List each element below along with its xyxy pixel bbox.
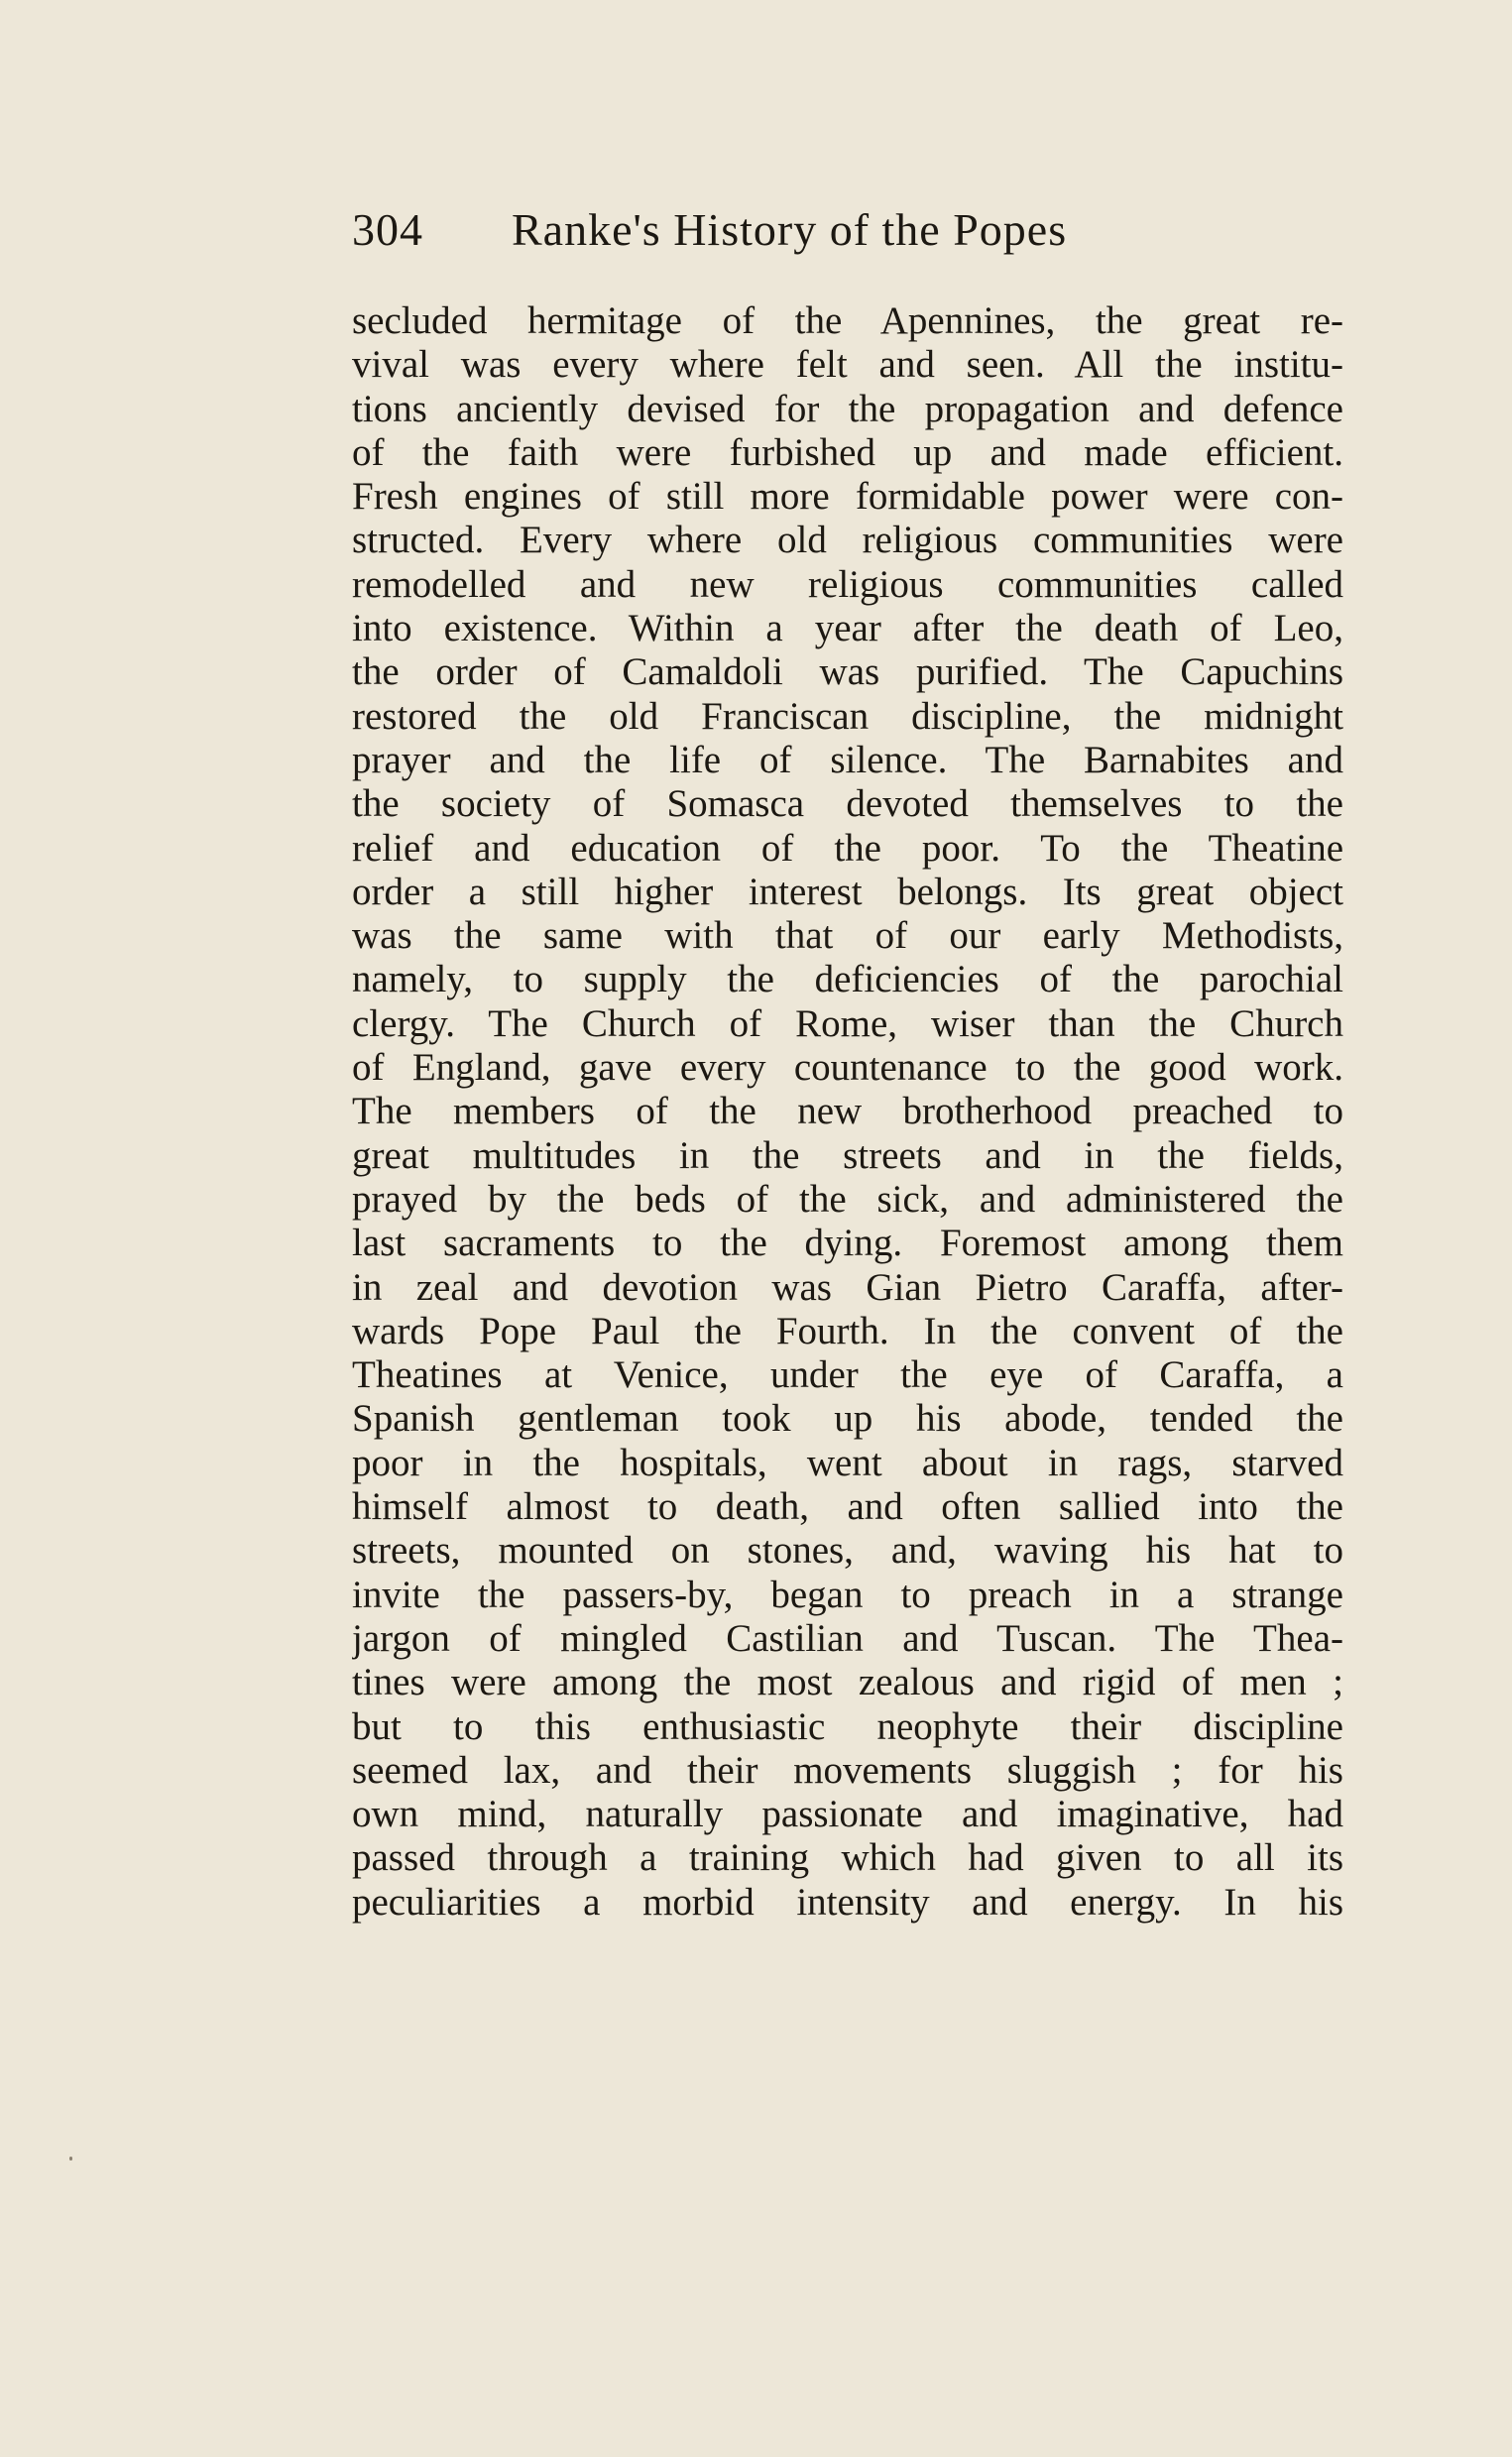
text-line: invite the passers-by, began to preach in a strange [352, 1573, 1343, 1616]
running-title: Ranke's History of the Popes [512, 204, 1068, 255]
text-line: vival was every where felt and seen. All the institu- [352, 343, 1343, 387]
text-line: of the faith were furbished up and made efficient. [352, 430, 1343, 474]
text-line: passed through a training which had given to all its [352, 1836, 1343, 1880]
text-line: of England, gave every countenance to the good work. [352, 1046, 1343, 1090]
text-line: great multitudes in the streets and in the fields, [352, 1133, 1343, 1177]
text-line: tions anciently devised for the propagation and defence [352, 387, 1343, 430]
text-line: into existence. Within a year after the death of Leo, [352, 607, 1343, 650]
text-line: prayer and the life of silence. The Barnabites and [352, 738, 1343, 781]
text-line: tines were among the most zealous and rigid of men ; [352, 1661, 1343, 1704]
text-line: Fresh engines of still more formidable power were con- [352, 475, 1343, 519]
text-line: wards Pope Paul the Fourth. In the convent of the [352, 1309, 1343, 1352]
text-line: own mind, naturally passionate and imaginative, had [352, 1793, 1343, 1836]
text-line: seemed lax, and their movements sluggish ; for his [352, 1748, 1343, 1792]
text-line: The members of the new brotherhood preached to [352, 1090, 1343, 1133]
text-line: prayed by the beds of the sick, and administered the [352, 1177, 1343, 1221]
text-line: himself almost to death, and often sallied into the [352, 1485, 1343, 1529]
text-line: but to this enthusiastic neophyte their discipline [352, 1704, 1343, 1748]
text-line: poor in the hospitals, went about in rags, starved [352, 1441, 1343, 1484]
text-line: Spanish gentleman took up his abode, tended the [352, 1397, 1343, 1441]
page-number: 304 [352, 204, 423, 255]
text-line: jargon of mingled Castilian and Tuscan. The Thea- [352, 1616, 1343, 1660]
text-line: restored the old Franciscan discipline, the midnight [352, 694, 1343, 738]
paper-speck [69, 2157, 72, 2161]
text-line: remodelled and new religious communities called [352, 562, 1343, 606]
text-line: streets, mounted on stones, and, waving his hat to [352, 1529, 1343, 1573]
text-line: secluded hermitage of the Apennines, the great re- [352, 299, 1343, 342]
text-line: relief and education of the poor. To the Theatine [352, 826, 1343, 870]
text-line: was the same with that of our early Methodists, [352, 914, 1343, 958]
text-line: peculiarities a morbid intensity and energy. In his [352, 1880, 1343, 1924]
text-line: structed. Every where old religious communities were [352, 519, 1343, 562]
text-line: clergy. The Church of Rome, wiser than the Church [352, 1001, 1343, 1045]
text-line: in zeal and devotion was Gian Pietro Caraffa, after- [352, 1265, 1343, 1309]
text-line: the society of Somasca devoted themselves to the [352, 782, 1343, 826]
text-line: the order of Camaldoli was purified. The Capuchins [352, 650, 1343, 694]
body-text [352, 299, 1343, 1925]
text-line: Theatines at Venice, under the eye of Caraffa, a [352, 1353, 1343, 1397]
text-line: last sacraments to the dying. Foremost among them [352, 1222, 1343, 1265]
text-line: namely, to supply the deficiencies of the parochial [352, 958, 1343, 1001]
text-line: order a still higher interest belongs. Its great object [352, 870, 1343, 913]
